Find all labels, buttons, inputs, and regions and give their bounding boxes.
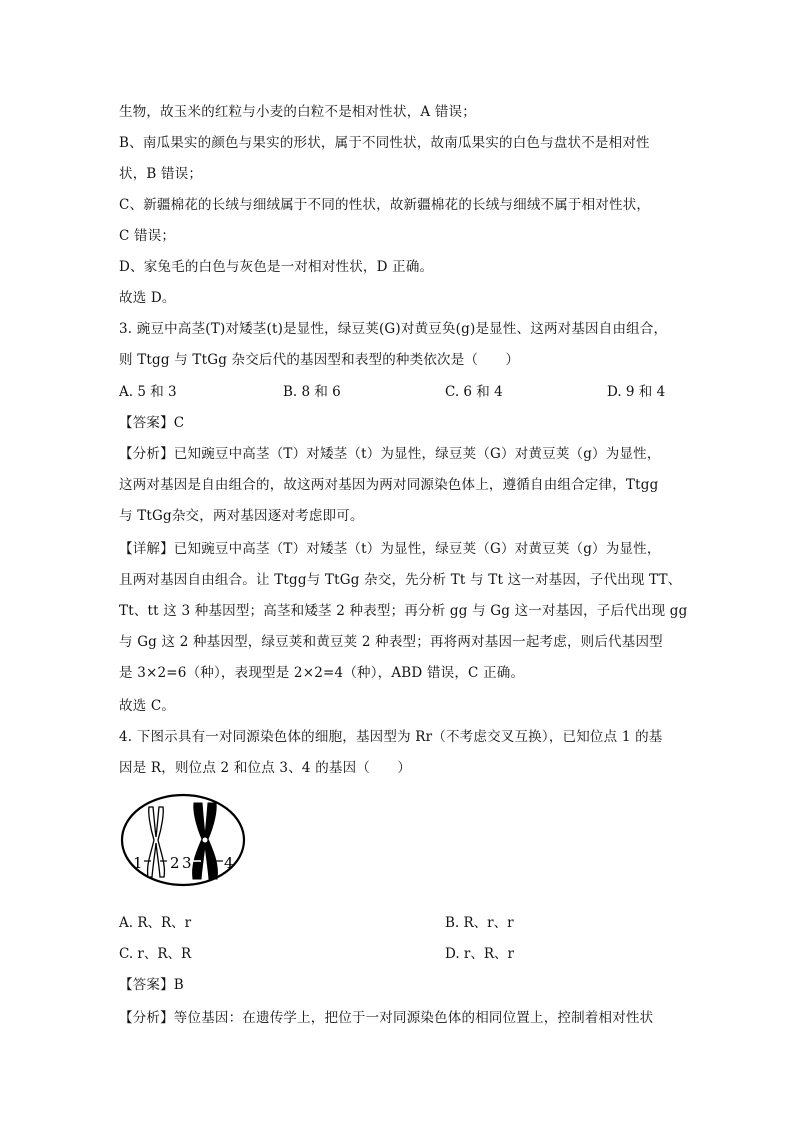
locus-label-3: 3	[182, 854, 192, 872]
detail-line: 与 Gg 这 2 种基因型，绿豆荚和黄豆荚 2 种表型；再将两对基因一起考虑，则后代基因型	[119, 634, 663, 650]
detail-line: Tt、tt 这 3 种基因型；高茎和矮茎 2 种表型；再分析 gg 与 Gg 这一对基因，子后代出现 gg	[119, 603, 688, 619]
option-a: A. 5 和 3	[119, 384, 177, 400]
question-3-stem: 3. 豌豆中高茎(T)对矮茎(t)是显性，绿豆荚(G)对黄豆奂(g)是显性、这两对基因自由组合，	[119, 321, 668, 337]
text-line: C 错误；	[119, 228, 176, 244]
option-a: A. R、R、r	[119, 915, 192, 931]
option-c: C. 6 和 4	[445, 384, 503, 400]
chromosome-cell-figure	[120, 793, 250, 888]
locus-label-2: 2	[170, 854, 180, 872]
detail-line: 是 3×2=6（种），表现型是 2×2=4（种），ABD 错误，C 正确。	[119, 665, 525, 681]
answer-label: 【答案】C	[119, 415, 185, 431]
text-line: C、新疆棉花的长绒与细绒属于不同的性状，故新疆棉花的长绒与细绒不属于相对性状，	[119, 197, 651, 213]
question-4-stem: 因是 R，则位点 2 和位点 3、4 的基因（ ）	[119, 760, 412, 776]
locus-label-4: 4	[224, 854, 234, 872]
option-c: C. r、R、R	[119, 946, 192, 962]
detail-line: 且两对基因自由组合。让 Ttgg与 TtGg 杂交，先分析 Tt 与 Tt 这一对基因，子代出现 TT、	[119, 572, 682, 588]
analysis-line: 与 TtGg杂交，两对基因逐对考虑即可。	[119, 508, 364, 524]
detail-line: 【详解】已知豌豆中高茎（T）对矮茎（t）为显性，绿豆荚（G）对黄豆荚（g）为显性，	[119, 541, 661, 557]
chromosome-white	[148, 807, 165, 877]
analysis-line: 【分析】等位基因：在遗传学上，把位于一对同源染色体的相同位置上，控制着相对性状	[119, 1010, 654, 1026]
text-line: 状，B 错误；	[119, 166, 203, 182]
text-line: 生物，故玉米的红粒与小麦的白粒不是相对性状，A 错误；	[119, 104, 476, 120]
conclusion-line: 故选 C。	[119, 698, 176, 714]
question-3-stem: 则 Ttgg 与 TtGg 杂交后代的基因型和表型的种类依次是（ ）	[119, 352, 520, 368]
text-line: 故选 D。	[119, 290, 176, 306]
analysis-line: 这两对基因是自由组合的，故这两对基因为两对同源染色体上，遵循自由组合定律，Ttgg	[119, 477, 659, 493]
chromosome-diagram	[120, 793, 250, 888]
question-4-stem: 4. 下图示具有一对同源染色体的细胞，基因型为 Rr（不考虑交叉互换），已知位点 1 的基	[119, 729, 663, 745]
option-b: B. 8 和 6	[283, 384, 341, 400]
text-line: D、家兔毛的白色与灰色是一对相对性状，D 正确。	[119, 259, 434, 275]
option-d: D. 9 和 4	[607, 384, 666, 400]
chromosome-black	[193, 803, 218, 879]
text-line: B、南瓜果实的颜色与果实的形状，属于不同性状，故南瓜果实的白色与盘状不是相对性	[119, 135, 650, 151]
locus-label-1: 1	[133, 854, 143, 872]
option-b: B. R、r、r	[445, 915, 514, 931]
analysis-line: 【分析】已知豌豆中高茎（T）对矮茎（t）为显性，绿豆荚（G）对黄豆荚（g）为显性，	[119, 446, 661, 462]
option-d: D. r、R、r	[445, 946, 514, 962]
answer-label: 【答案】B	[119, 977, 184, 993]
